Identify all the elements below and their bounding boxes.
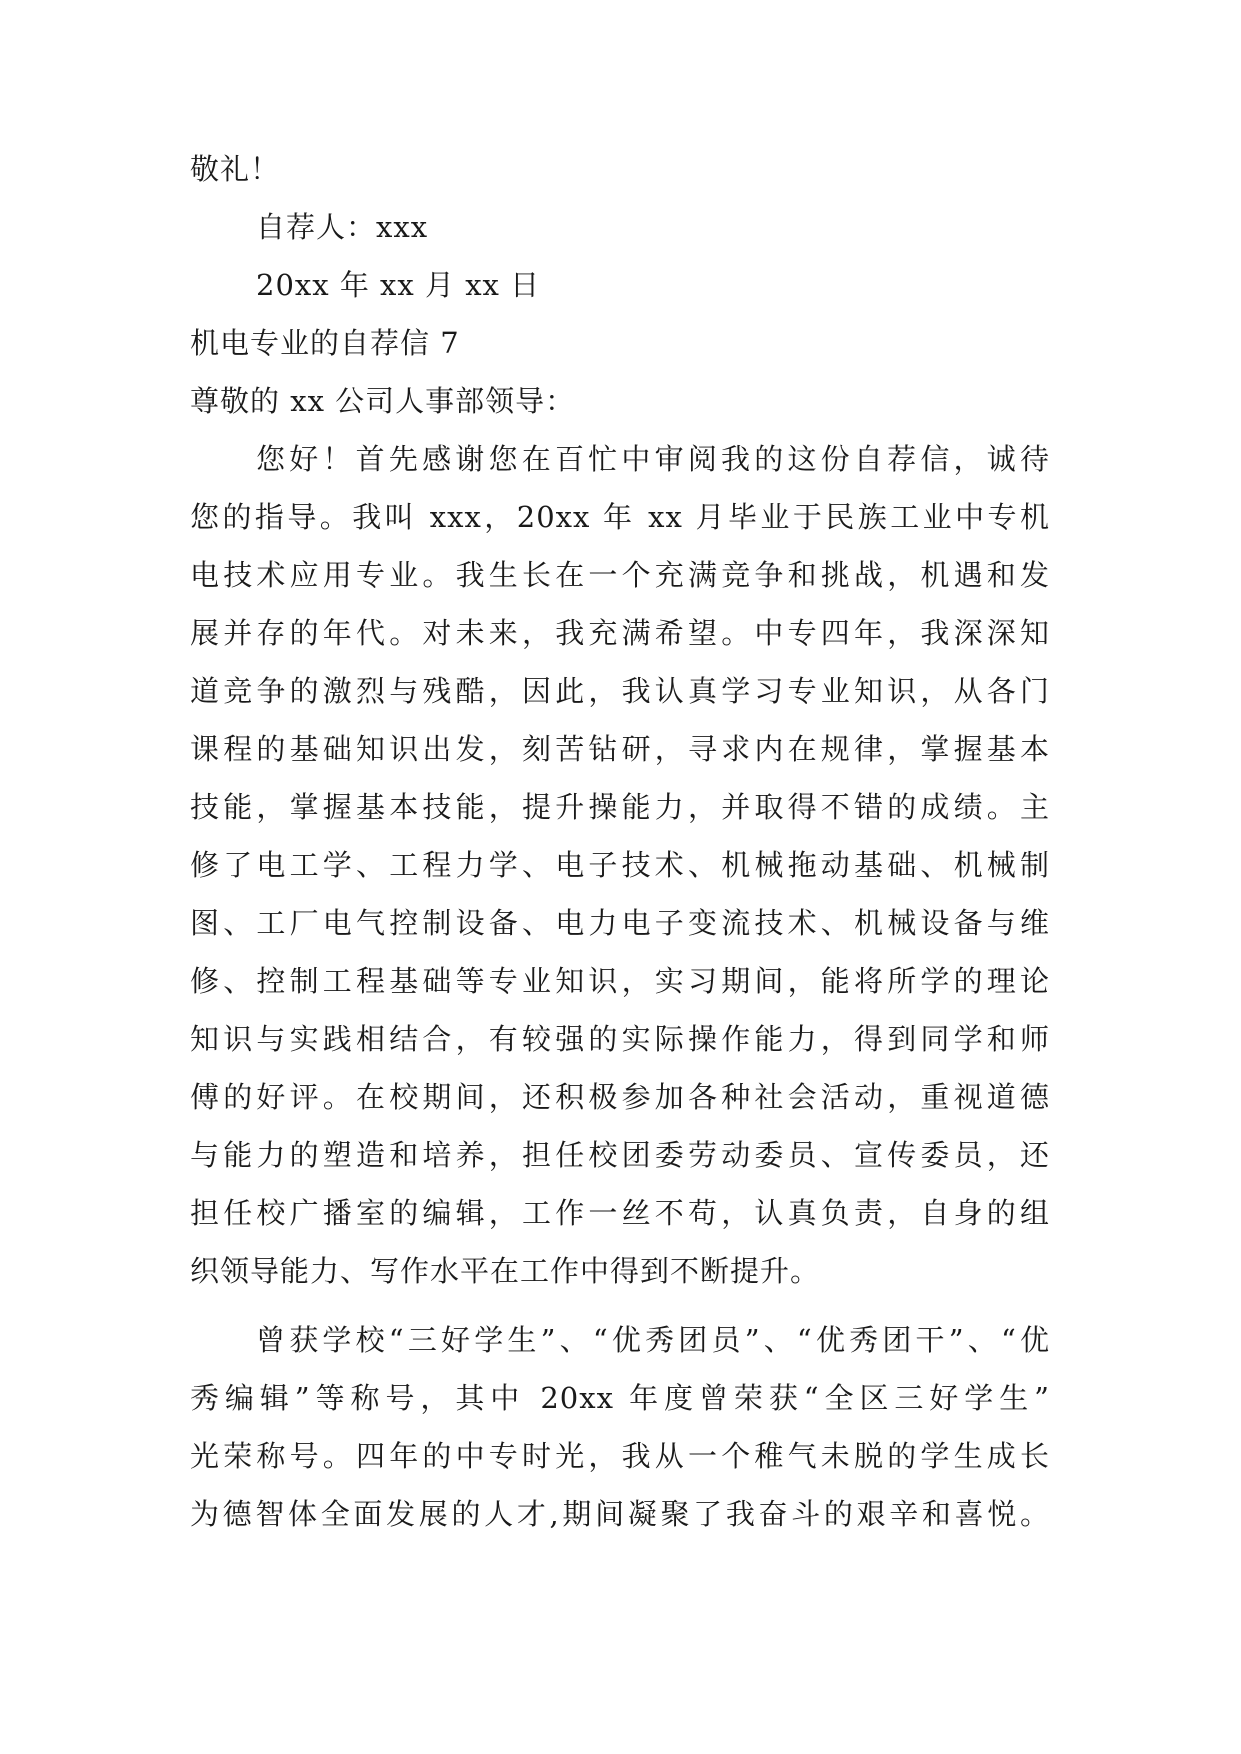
closing-line: 敬礼！ (190, 152, 281, 186)
paragraph-line: 您好！首先感谢您在百忙中审阅我的这份自荐信，诚待 (256, 442, 1050, 476)
paragraph-line: 技能，掌握基本技能，提升操能力，并取得不错的成绩。主 (190, 790, 1050, 824)
paragraph-line: 课程的基础知识出发，刻苦钻研，寻求内在规律，掌握基本 (190, 732, 1050, 766)
paragraph-line: 傅的好评。在校期间，还积极参加各种社会活动，重视道德 (190, 1080, 1050, 1114)
signature-name: 自荐人：xxx (256, 210, 429, 244)
paragraph-line: 织领导能力、写作水平在工作中得到不断提升。 (190, 1254, 821, 1288)
paragraph-line: 您的指导。我叫 xxx，20xx 年 xx 月毕业于民族工业中专机 (190, 500, 1050, 534)
signature-date: 20xx 年 xx 月 xx 日 (256, 268, 541, 302)
paragraph-line: 图、工厂电气控制设备、电力电子变流技术、机械设备与维 (190, 906, 1050, 940)
paragraph-line: 修、控制工程基础等专业知识，实习期间，能将所学的理论 (190, 964, 1050, 998)
paragraph-line: 为德智体全面发展的人才,期间凝聚了我奋斗的艰辛和喜悦。 (190, 1497, 1050, 1531)
salutation: 尊敬的 xx 公司人事部领导： (190, 384, 576, 418)
paragraph-line: 光荣称号。四年的中专时光，我从一个稚气未脱的学生成长 (190, 1439, 1050, 1473)
paragraph-line: 电技术应用专业。我生长在一个充满竞争和挑战，机遇和发 (190, 558, 1050, 592)
section-title: 机电专业的自荐信 7 (190, 326, 460, 360)
paragraph-line: 知识与实践相结合，有较强的实际操作能力，得到同学和师 (190, 1022, 1050, 1056)
paragraph-line: 秀编辑”等称号，其中 20xx 年度曾荣获“全区三好学生” (190, 1381, 1050, 1415)
paragraph-line: 曾获学校“三好学生”、“优秀团员”、“优秀团干”、“优 (256, 1323, 1050, 1357)
paragraph-line: 展并存的年代。对未来，我充满希望。中专四年，我深深知 (190, 616, 1050, 650)
paragraph-line: 修了电工学、工程力学、电子技术、机械拖动基础、机械制 (190, 848, 1050, 882)
paragraph-line: 与能力的塑造和培养，担任校团委劳动委员、宣传委员，还 (190, 1138, 1050, 1172)
paragraph-line: 道竞争的激烈与残酷，因此，我认真学习专业知识，从各门 (190, 674, 1050, 708)
paragraph-line: 担任校广播室的编辑，工作一丝不苟，认真负责，自身的组 (190, 1196, 1050, 1230)
